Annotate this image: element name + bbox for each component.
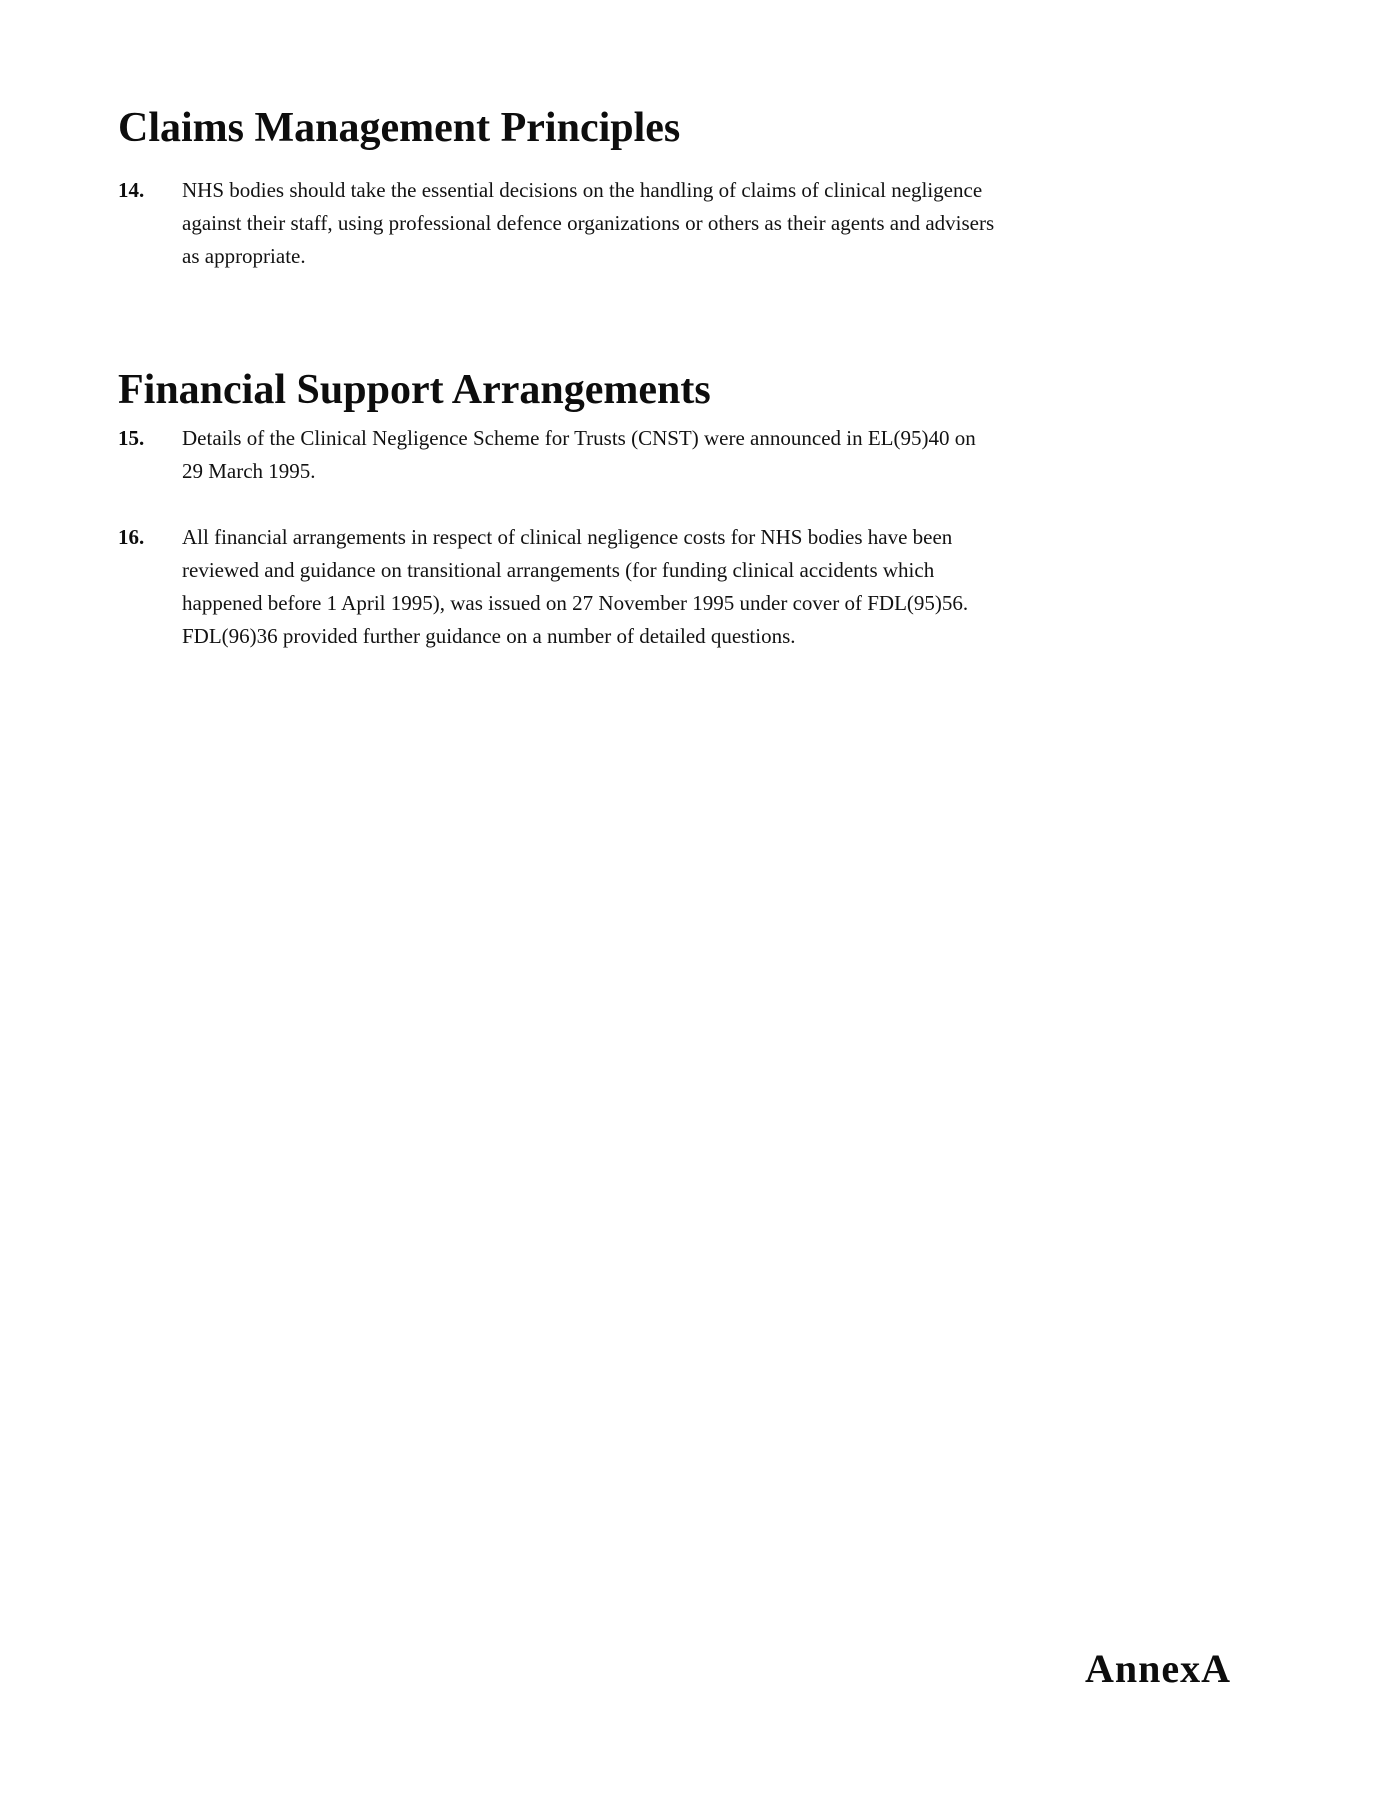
paragraph-15-line-2: 29 March 1995.	[182, 459, 316, 483]
paragraph-14-text	[182, 174, 1118, 273]
paragraph-15-number: 15.	[118, 426, 145, 450]
paragraph-14-number: 14.	[118, 178, 145, 202]
paragraph-14-line-2: against their staff, using professional defence organizations or others as their agents and advisers	[182, 211, 995, 235]
section-heading-financial-support-arrangements: Financial Support Arrangements	[118, 367, 711, 414]
paragraph-15	[118, 422, 1118, 488]
paragraph-16-line-4: FDL(96)36 provided further guidance on a number of detailed questions.	[182, 624, 796, 648]
paragraph-16-line-2: reviewed and guidance on transitional arrangements (for funding clinical accidents which	[182, 558, 935, 582]
paragraph-16-text	[182, 521, 1118, 653]
paragraph-14	[118, 174, 1118, 273]
paragraph-16-number: 16.	[118, 525, 145, 549]
paragraph-14-line-1: NHS bodies should take the essential decisions on the handling of claims of clinical negligence	[182, 178, 983, 202]
paragraph-15-line-1: Details of the Clinical Negligence Scheme for Trusts (CNST) were announced in EL(95)40 on	[182, 426, 976, 450]
annex-label: AnnexA	[1085, 1646, 1232, 1691]
paragraph-16	[118, 521, 1118, 653]
section-heading-claims-management-principles: Claims Management Principles	[118, 105, 681, 152]
paragraph-16-line-1: All financial arrangements in respect of clinical negligence costs for NHS bodies have been	[182, 525, 953, 549]
paragraph-16-line-3: happened before 1 April 1995), was issued on 27 November 1995 under cover of FDL(95)56.	[182, 591, 969, 615]
paragraph-14-line-3: as appropriate.	[182, 244, 306, 268]
paragraph-15-text	[182, 422, 1118, 488]
